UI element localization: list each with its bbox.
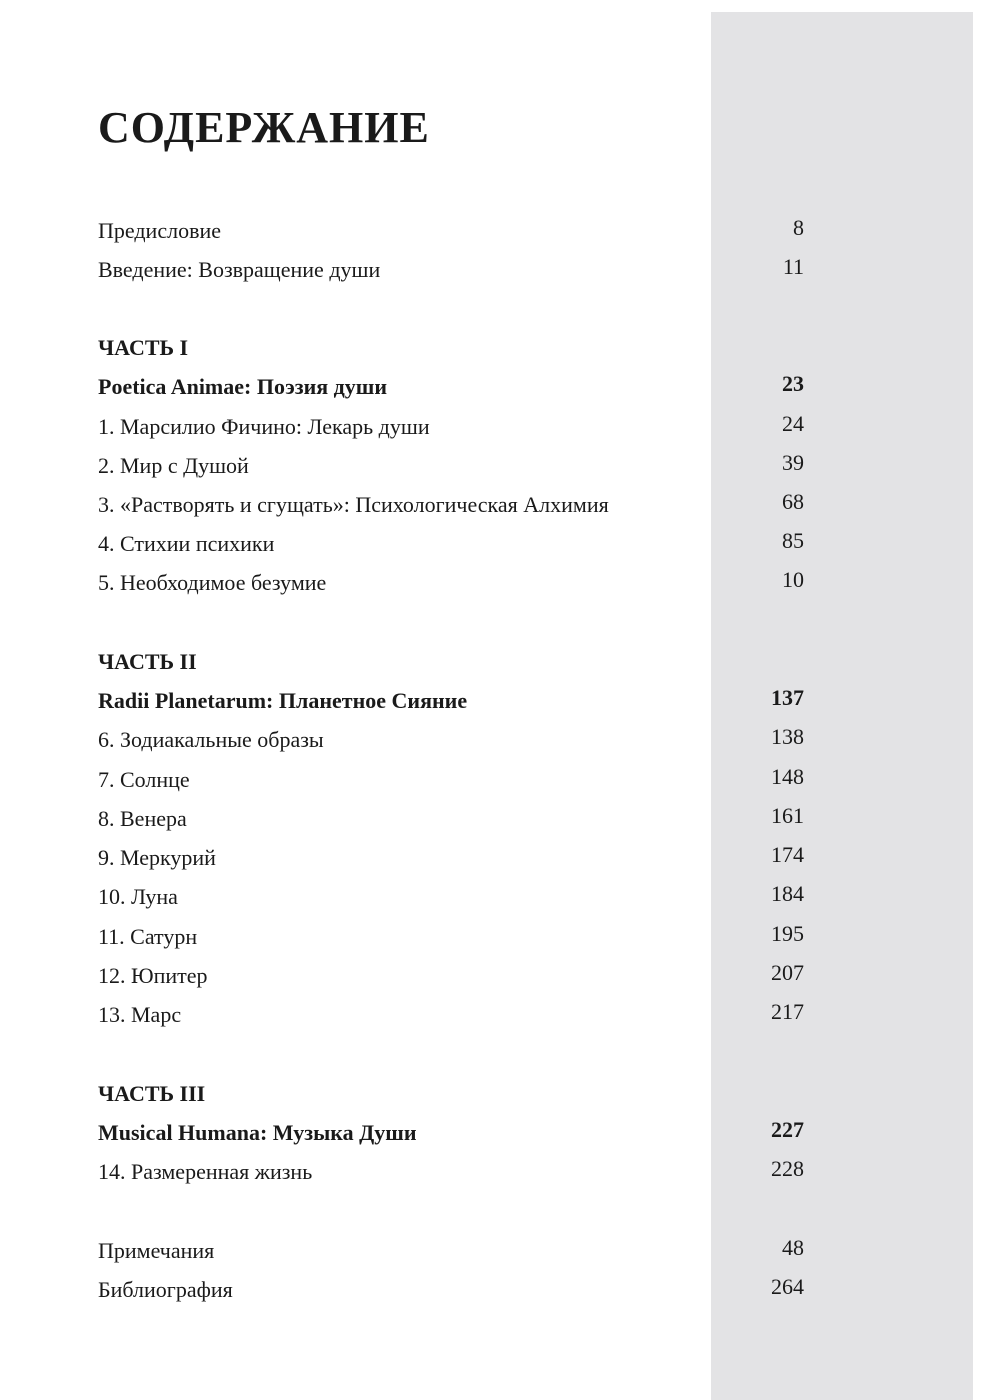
entry-label: Введение: Возвращение души	[98, 257, 381, 282]
toc-entry-introduction	[98, 255, 804, 285]
entry-page: 161	[771, 803, 804, 828]
entry-label: 6. Зодиакальные образы	[98, 727, 324, 752]
toc-entry	[98, 568, 804, 598]
entry-page: 10	[782, 567, 804, 592]
toc-entry	[98, 725, 804, 755]
entry-page: 85	[782, 528, 804, 553]
entry-label: Примечания	[98, 1238, 215, 1263]
entry-label: 9. Меркурий	[98, 845, 216, 870]
page-title: СОДЕРЖАНИЕ	[98, 103, 430, 152]
toc-entry	[98, 529, 804, 559]
part-1-subtitle	[98, 372, 804, 402]
part-heading-label: ЧАСТЬ III	[98, 1081, 206, 1106]
entry-page: 48	[782, 1235, 804, 1260]
entry-page: 39	[782, 450, 804, 475]
entry-page: 23	[782, 371, 804, 396]
entry-label: 4. Стихии психики	[98, 531, 275, 556]
entry-page: 8	[793, 215, 804, 240]
part-2-heading	[98, 647, 804, 677]
entry-label: 7. Солнце	[98, 767, 190, 792]
toc-entry	[98, 490, 804, 520]
entry-label: 12. Юпитер	[98, 963, 208, 988]
part-2-subtitle	[98, 686, 804, 716]
entry-label: Библиография	[98, 1277, 233, 1302]
entry-page: 264	[771, 1274, 804, 1299]
toc-entry	[98, 922, 804, 952]
entry-label: 11. Сатурн	[98, 924, 198, 949]
toc-entry	[98, 804, 804, 834]
entry-label: 5. Необходимое безумие	[98, 570, 327, 595]
entry-page: 195	[771, 921, 804, 946]
entry-page: 68	[782, 489, 804, 514]
entry-label: 2. Мир с Душой	[98, 453, 249, 478]
entry-page: 138	[771, 724, 804, 749]
entry-page: 184	[771, 881, 804, 906]
entry-page: 137	[771, 685, 804, 710]
entry-label: 14. Размеренная жизнь	[98, 1159, 313, 1184]
toc-entry	[98, 412, 804, 442]
entry-label: 13. Марс	[98, 1002, 182, 1027]
toc-entry-bibliography	[98, 1275, 804, 1305]
entry-label: Poetica Animae: Поэзия души	[98, 374, 388, 399]
entry-page: 228	[771, 1156, 804, 1181]
toc-entry	[98, 765, 804, 795]
entry-page: 207	[771, 960, 804, 985]
entry-page: 11	[782, 254, 804, 279]
entry-label: Предисловие	[98, 218, 221, 243]
entry-label: Radii Planetarum: Планетное Сияние	[98, 688, 468, 713]
entry-page: 174	[771, 842, 804, 867]
toc-entry	[98, 961, 804, 991]
entry-label: 3. «Растворять и сгущать»: Психологическая Алхимия	[98, 492, 609, 517]
part-heading-label: ЧАСТЬ I	[98, 335, 189, 360]
toc-entry	[98, 1000, 804, 1030]
toc-entry	[98, 843, 804, 873]
toc-entry-preface	[98, 216, 804, 246]
entry-label: Musical Humana: Музыка Души	[98, 1120, 417, 1145]
toc-entry	[98, 451, 804, 481]
entry-label: 8. Венера	[98, 806, 187, 831]
part-3-subtitle	[98, 1118, 804, 1148]
entry-page: 148	[771, 764, 804, 789]
toc-entry	[98, 882, 804, 912]
entry-page: 217	[771, 999, 804, 1024]
entry-page: 24	[782, 411, 804, 436]
entry-page: 227	[771, 1117, 804, 1142]
toc-entry	[98, 1157, 804, 1187]
part-1-heading	[98, 333, 804, 363]
entry-label: 10. Луна	[98, 884, 178, 909]
part-3-heading	[98, 1079, 804, 1109]
toc-entry-notes	[98, 1236, 804, 1266]
part-heading-label: ЧАСТЬ II	[98, 649, 197, 674]
entry-label: 1. Марсилио Фичино: Лекарь души	[98, 414, 430, 439]
